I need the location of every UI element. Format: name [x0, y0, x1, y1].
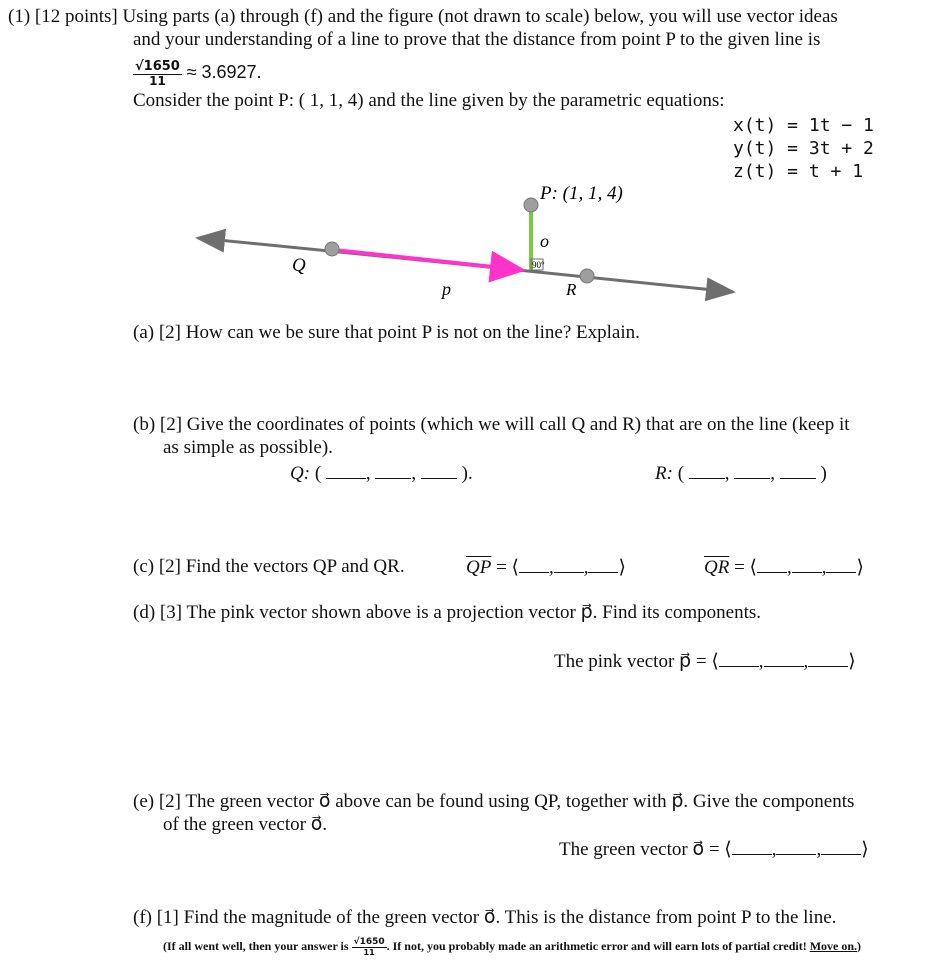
label-R: R [566, 280, 577, 299]
point-P [524, 198, 538, 212]
part-f-note: (If all went well, then your answer is $\frac{√1650}{11}$ . If not, you probably made an arithmetic error and will earn lots of partial credit! Move on.) [163, 937, 862, 958]
qr-x-blank[interactable] [757, 556, 787, 573]
pink-projection-vector [334, 250, 522, 270]
q-coordinates-answer: Q: ( , , ). [290, 463, 473, 484]
r-z-blank[interactable] [780, 462, 816, 479]
problem-header-line1: (1) [12 points] Using parts (a) through (f) and the figure (not drawn to scale) below, you will use vector ideas [8, 6, 838, 27]
qp-answer: $\overline{QP}$ = ⟨ , , ⟩ [466, 557, 626, 578]
part-b-line2: as simple as possible). [163, 437, 333, 458]
label-90-degrees: 90° [532, 260, 545, 270]
part-e-line1: (e) [2] The green vector o⃗ above can be found using QP, together with p⃗. Give the components [133, 791, 855, 812]
pink-vector-label: The pink vector p⃗ = [554, 651, 707, 672]
part-c: (c) [2] Find the vectors QP and QR. [133, 556, 405, 577]
qr-answer: $\overline{QR}$ = ⟨ , , ⟩ [704, 557, 864, 578]
o-x-blank[interactable] [732, 838, 772, 855]
q-z-blank[interactable] [421, 462, 457, 479]
p-x-blank[interactable] [719, 650, 759, 667]
note-fraction-numerator: √1650 [353, 937, 385, 948]
qr-label: $\overline{QR}$ [704, 557, 730, 578]
equation-x: x(t) = 1t − 1 [733, 115, 874, 136]
note-fraction [352, 937, 387, 957]
p-y-blank[interactable] [764, 650, 804, 667]
label-o-vector: o⃗ [540, 231, 564, 251]
equation-z: z(t) = t + 1 [733, 161, 864, 182]
label-p-vector: p⃗ [442, 279, 466, 299]
part-e-line2: of the green vector o⃗. [163, 814, 328, 835]
o-z-blank[interactable] [821, 838, 861, 855]
vector-figure [0, 0, 934, 330]
r-x-blank[interactable] [689, 462, 725, 479]
qr-z-blank[interactable] [826, 556, 856, 573]
point-Q [325, 242, 339, 256]
note-prefix: (If all went well, then your answer is [163, 939, 349, 953]
label-P: P: (1, 1, 4) [540, 183, 623, 204]
move-on-text: Move on. [809, 939, 858, 953]
r-y-blank[interactable] [734, 462, 770, 479]
consider-line: Consider the point P: ( 1, 1, 4) and the line given by the parametric equations: [133, 90, 725, 111]
r-label: R: [655, 463, 673, 484]
part-f: (f) [1] Find the magnitude of the green vector o⃗. This is the distance from point P to the line. [133, 907, 837, 928]
approx-value: ≈ 3.6927. [186, 62, 262, 82]
equation-y: y(t) = 3t + 2 [733, 138, 874, 159]
problem-header-line2: and your understanding of a line to prove that the distance from point P to the given line is [133, 29, 821, 50]
q-label: Q: [290, 463, 311, 484]
qp-z-blank[interactable] [588, 556, 618, 573]
note-middle: . If not, you probably made an arithmetic error and will earn lots of partial credit! [386, 939, 807, 953]
fraction-denominator: 11 [149, 73, 166, 88]
qp-label: $\overline{QP}$ [466, 557, 492, 578]
fraction-numerator: √1650 [135, 58, 180, 74]
point-R [580, 269, 594, 283]
pink-vector-answer: The pink vector p⃗ = ⟨ , , ⟩ [554, 651, 856, 672]
part-a: (a) [2] How can we be sure that point P is not on the line? Explain. [133, 322, 640, 343]
qp-x-blank[interactable] [519, 556, 549, 573]
qr-y-blank[interactable] [792, 556, 822, 573]
part-d: (d) [3] The pink vector shown above is a projection vector p⃗. Find its components. [133, 602, 762, 623]
note-fraction-denominator: 11 [363, 948, 375, 958]
green-vector-answer: The green vector o⃗ = ⟨ , , ⟩ [559, 839, 869, 860]
label-Q: Q [292, 255, 306, 276]
r-coordinates-answer: R: ( , , ) [655, 463, 827, 484]
qp-y-blank[interactable] [554, 556, 584, 573]
q-x-blank[interactable] [326, 462, 366, 479]
o-y-blank[interactable] [776, 838, 816, 855]
p-z-blank[interactable] [808, 650, 848, 667]
part-b-line1: (b) [2] Give the coordinates of points (which we will call Q and R) that are on the line (keep it [133, 414, 850, 435]
green-vector-label: The green vector o⃗ = [559, 839, 720, 860]
q-y-blank[interactable] [375, 462, 411, 479]
